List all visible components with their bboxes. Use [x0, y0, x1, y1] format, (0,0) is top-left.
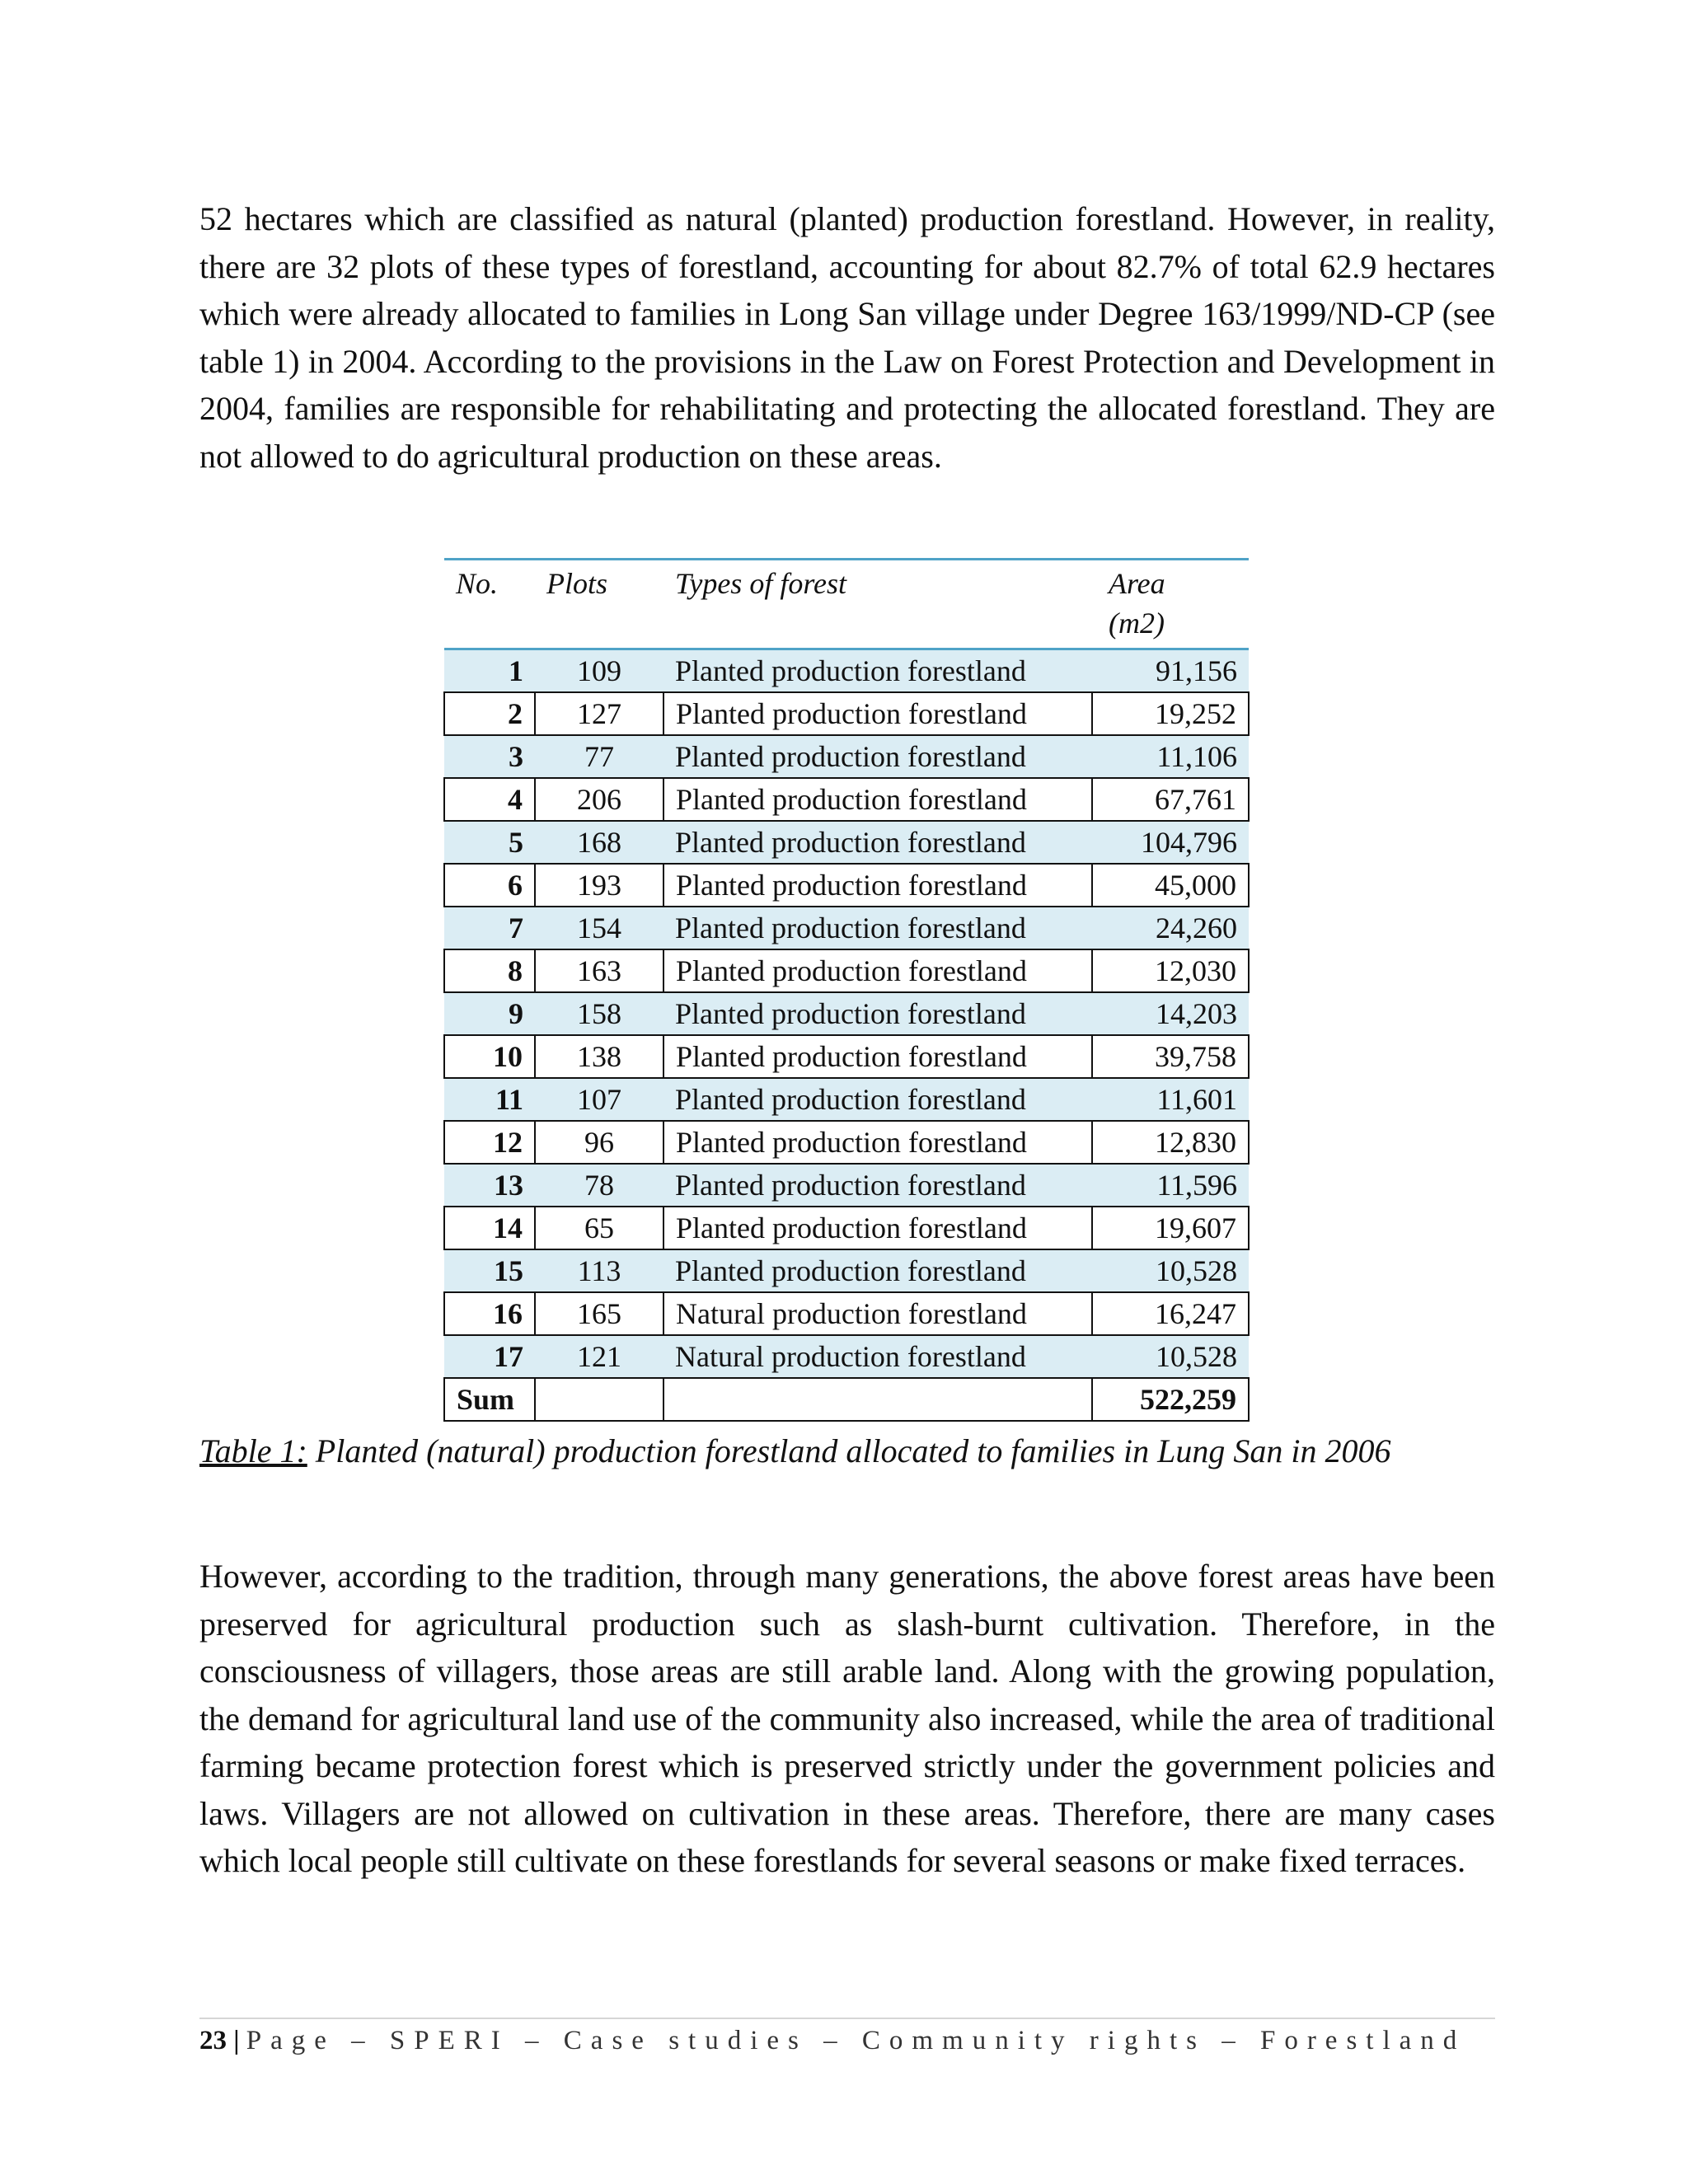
cell-type: Planted production forestland	[663, 1249, 1092, 1292]
cell-type: Planted production forestland	[663, 1121, 1092, 1164]
cell-no: 16	[444, 1292, 535, 1335]
table-row	[444, 649, 1249, 693]
header-no: No.	[444, 560, 535, 649]
sum-row	[444, 1378, 1249, 1421]
cell-no: 4	[444, 778, 535, 821]
cell-type: Planted production forestland	[663, 864, 1092, 907]
cell-no: 14	[444, 1207, 535, 1249]
table-row	[444, 1164, 1249, 1207]
cell-no: 1	[444, 649, 535, 693]
cell-area: 91,156	[1092, 649, 1249, 693]
cell-plots: 154	[535, 907, 663, 949]
cell-plots: 163	[535, 949, 663, 992]
footer-text: Page – SPERI – Case studies – Community rights – Forestland	[246, 2026, 1466, 2055]
cell-type: Natural production forestland	[663, 1292, 1092, 1335]
caption-text: Planted (natural) production forestland allocated to families in Lung San in 2006	[307, 1432, 1391, 1469]
cell-area: 67,761	[1092, 778, 1249, 821]
table-header	[444, 560, 1249, 649]
table-body	[444, 649, 1249, 1422]
cell-plots: 113	[535, 1249, 663, 1292]
cell-plots: 127	[535, 692, 663, 735]
table-row	[444, 992, 1249, 1035]
table-row	[444, 949, 1249, 992]
after-table-paragraph: However, according to the tradition, through many generations, the above forest areas have been preserved for agricultural production such as slash-burnt cultivation. Therefore, in the consciousness of villagers, those areas are still arable land. Along with the growing population, the demand for agricultural land use of the community also increased, while the area of traditional farming became protection forest which is preserved strictly under the government policies and laws. Villagers are not allowed on cultivation in these areas. Therefore, there are many cases which local people still cultivate on these forestlands for several seasons or make fixed terraces.	[199, 1558, 1495, 1879]
table-row	[444, 1035, 1249, 1078]
cell-type: Planted production forestland	[663, 821, 1092, 864]
table-row	[444, 1292, 1249, 1335]
cell-plots: 138	[535, 1035, 663, 1078]
table-row	[444, 1335, 1249, 1378]
cell-plots: 193	[535, 864, 663, 907]
cell-no: 7	[444, 907, 535, 949]
caption-label: Table 1:	[199, 1432, 307, 1469]
cell-type: Planted production forestland	[663, 992, 1092, 1035]
header-area-unit: (m2)	[1109, 607, 1165, 640]
cell-area: 39,758	[1092, 1035, 1249, 1078]
sum-plots-empty	[535, 1378, 663, 1421]
cell-type: Planted production forestland	[663, 1078, 1092, 1121]
cell-area: 11,596	[1092, 1164, 1249, 1207]
cell-type: Planted production forestland	[663, 1164, 1092, 1207]
header-plots: Plots	[535, 560, 663, 649]
cell-area: 19,252	[1092, 692, 1249, 735]
cell-area: 16,247	[1092, 1292, 1249, 1335]
cell-no: 17	[444, 1335, 535, 1378]
cell-no: 5	[444, 821, 535, 864]
footer-separator: |	[233, 2026, 240, 2055]
footer-divider	[199, 2018, 1495, 2019]
cell-area: 45,000	[1092, 864, 1249, 907]
cell-plots: 77	[535, 735, 663, 778]
cell-no: 13	[444, 1164, 535, 1207]
cell-no: 9	[444, 992, 535, 1035]
table-row	[444, 1249, 1249, 1292]
cell-type: Planted production forestland	[663, 692, 1092, 735]
cell-type: Natural production forestland	[663, 1335, 1092, 1378]
cell-type: Planted production forestland	[663, 907, 1092, 949]
cell-type: Planted production forestland	[663, 649, 1092, 693]
header-area	[1092, 560, 1249, 649]
cell-plots: 165	[535, 1292, 663, 1335]
table-row	[444, 735, 1249, 778]
cell-type: Planted production forestland	[663, 1207, 1092, 1249]
table-row	[444, 1207, 1249, 1249]
table-header-row	[444, 560, 1249, 649]
cell-no: 8	[444, 949, 535, 992]
cell-area: 10,528	[1092, 1249, 1249, 1292]
sum-type-empty	[663, 1378, 1092, 1421]
table-row	[444, 1078, 1249, 1121]
cell-plots: 168	[535, 821, 663, 864]
cell-area: 19,607	[1092, 1207, 1249, 1249]
cell-area: 104,796	[1092, 821, 1249, 864]
cell-no: 2	[444, 692, 535, 735]
cell-type: Planted production forestland	[663, 1035, 1092, 1078]
cell-no: 6	[444, 864, 535, 907]
table-row	[444, 778, 1249, 821]
cell-type: Planted production forestland	[663, 949, 1092, 992]
cell-plots: 78	[535, 1164, 663, 1207]
cell-no: 15	[444, 1249, 535, 1292]
cell-area: 14,203	[1092, 992, 1249, 1035]
page-footer	[199, 2024, 1495, 2057]
cell-plots: 65	[535, 1207, 663, 1249]
table-row	[444, 821, 1249, 864]
table-caption	[199, 1427, 1495, 1474]
cell-type: Planted production forestland	[663, 735, 1092, 778]
cell-no: 11	[444, 1078, 535, 1121]
header-area-label: Area	[1109, 567, 1165, 600]
cell-area: 12,830	[1092, 1121, 1249, 1164]
cell-area: 24,260	[1092, 907, 1249, 949]
cell-no: 3	[444, 735, 535, 778]
cell-no: 12	[444, 1121, 535, 1164]
cell-plots: 121	[535, 1335, 663, 1378]
cell-plots: 96	[535, 1121, 663, 1164]
header-type: Types of forest	[663, 560, 1092, 649]
cell-plots: 206	[535, 778, 663, 821]
sum-label: Sum	[444, 1378, 535, 1421]
table-row	[444, 1121, 1249, 1164]
cell-plots: 109	[535, 649, 663, 693]
cell-plots: 107	[535, 1078, 663, 1121]
sum-area: 522,259	[1092, 1378, 1249, 1421]
cell-area: 12,030	[1092, 949, 1249, 992]
table-row	[444, 864, 1249, 907]
forestland-table	[443, 558, 1250, 1422]
intro-paragraph: 52 hectares which are classified as natural (planted) production forestland. However, in reality, there are 32 plots of these types of forestland, accounting for about 82.7% of total 62.9 hectares which were already allocated to families in Long San village under Degree 163/1999/ND-CP (see table 1) in 2004. According to the provisions in the Law on Forest Protection and Development in 2004, families are responsible for rehabilitating and protecting the allocated forestland. They are not allowed to do agricultural production on these areas.	[199, 200, 1495, 475]
cell-area: 11,106	[1092, 735, 1249, 778]
table-row	[444, 907, 1249, 949]
cell-plots: 158	[535, 992, 663, 1035]
cell-no: 10	[444, 1035, 535, 1078]
table-row	[444, 692, 1249, 735]
cell-area: 11,601	[1092, 1078, 1249, 1121]
page-number: 23	[199, 2026, 227, 2055]
cell-type: Planted production forestland	[663, 778, 1092, 821]
cell-area: 10,528	[1092, 1335, 1249, 1378]
